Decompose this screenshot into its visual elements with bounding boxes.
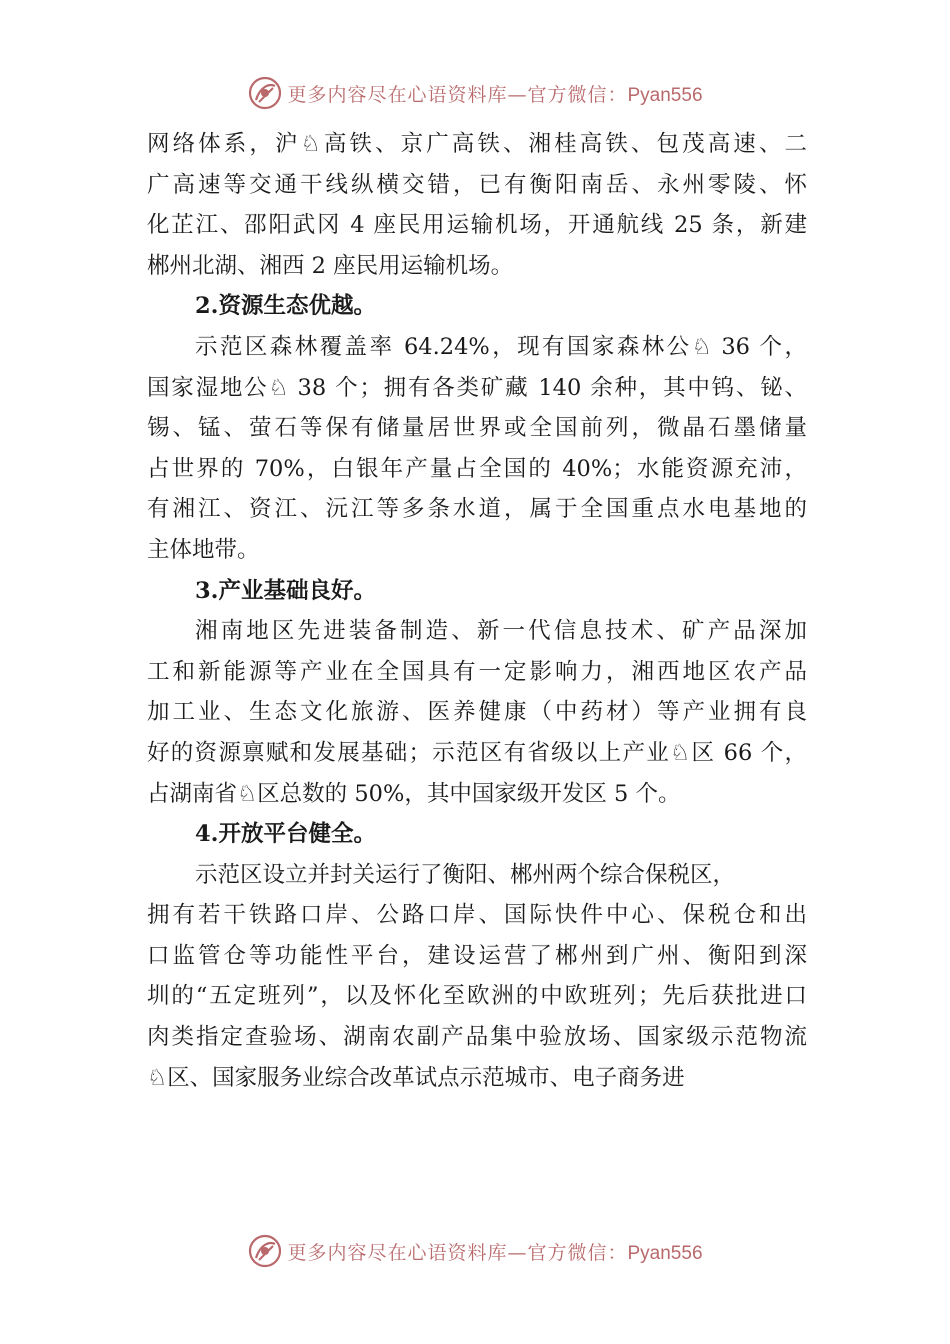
footer-banner xyxy=(0,1226,950,1276)
logo-icon xyxy=(247,75,283,111)
section-heading: 3.产业基础良好。 xyxy=(195,577,376,604)
paragraph-line: 湘南地区先进装备制造、新一代信息技术、矿产品深加 xyxy=(195,618,807,645)
paragraph-line: 占湖南省♘区总数的 50%，其中国家级开发区 5 个。 xyxy=(147,780,681,807)
paragraph-line: 主体地带。 xyxy=(147,536,260,563)
header-banner-text: 更多内容尽在心语资料库—官方微信：Pyan556 xyxy=(287,83,703,106)
header-wechat-id: Pyan556 xyxy=(627,84,703,106)
paragraph-line: 广高速等交通干线纵横交错，已有衡阳南岳、永州零陵、怀 xyxy=(147,171,807,198)
paragraph-line: 加工业、生态文化旅游、医养健康（中药材）等产业拥有良 xyxy=(147,699,807,726)
header-banner xyxy=(0,68,950,118)
section-heading: 2.资源生态优越。 xyxy=(195,293,376,320)
paragraph-line: 占世界的 70%，白银年产量占全国的 40%；水能资源充沛， xyxy=(147,455,807,482)
paragraph-line: 网络体系，沪♘高铁、京广高铁、湘桂高铁、包茂高速、二 xyxy=(147,131,807,157)
paragraph-line: 好的资源禀赋和发展基础；示范区有省级以上产业♘区 66 个， xyxy=(147,739,807,766)
paragraph-line: 圳的“五定班列”，以及怀化至欧洲的中欧班列；先后获批进口 xyxy=(147,983,807,1010)
logo-icon xyxy=(247,1233,283,1269)
paragraph-line: 郴州北湖、湘西 2 座民用运输机场。 xyxy=(147,252,514,279)
footer-banner-text: 更多内容尽在心语资料库—官方微信：Pyan556 xyxy=(287,1241,703,1264)
document-body xyxy=(147,124,807,1098)
paragraph-line: 工和新能源等产业在全国具有一定影响力，湘西地区农产品 xyxy=(147,658,807,685)
paragraph-line: 示范区设立并封关运行了衡阳、郴州两个综合保税区， xyxy=(195,861,736,888)
paragraph-line: 锡、锰、萤石等保有储量居世界或全国前列，微晶石墨储量 xyxy=(147,415,807,442)
paragraph-line: 肉类指定查验场、湖南农副产品集中验放场、国家级示范物流 xyxy=(147,1024,807,1051)
paragraph-line: 有湘江、资江、沅江等多条水道，属于全国重点水电基地的 xyxy=(147,496,807,523)
footer-wechat-id: Pyan556 xyxy=(627,1242,703,1264)
paragraph-line: ♘区、国家服务业综合改革试点示范城市、电子商务进 xyxy=(147,1064,685,1091)
paragraph-line: 口监管仓等功能性平台，建设运营了郴州到广州、衡阳到深 xyxy=(147,942,807,969)
paragraph-line: 示范区森林覆盖率 64.24%，现有国家森林公♘ 36 个， xyxy=(195,333,807,360)
paragraph-line: 化芷江、邵阳武冈 4 座民用运输机场，开通航线 25 条，新建 xyxy=(147,212,807,239)
paragraph-line: 拥有若干铁路口岸、公路口岸、国际快件中心、保税仓和出 xyxy=(147,902,807,929)
section-heading: 4.开放平台健全。 xyxy=(195,821,376,848)
paragraph-line: 国家湿地公♘ 38 个；拥有各类矿藏 140 余种，其中钨、铋、 xyxy=(147,374,807,401)
